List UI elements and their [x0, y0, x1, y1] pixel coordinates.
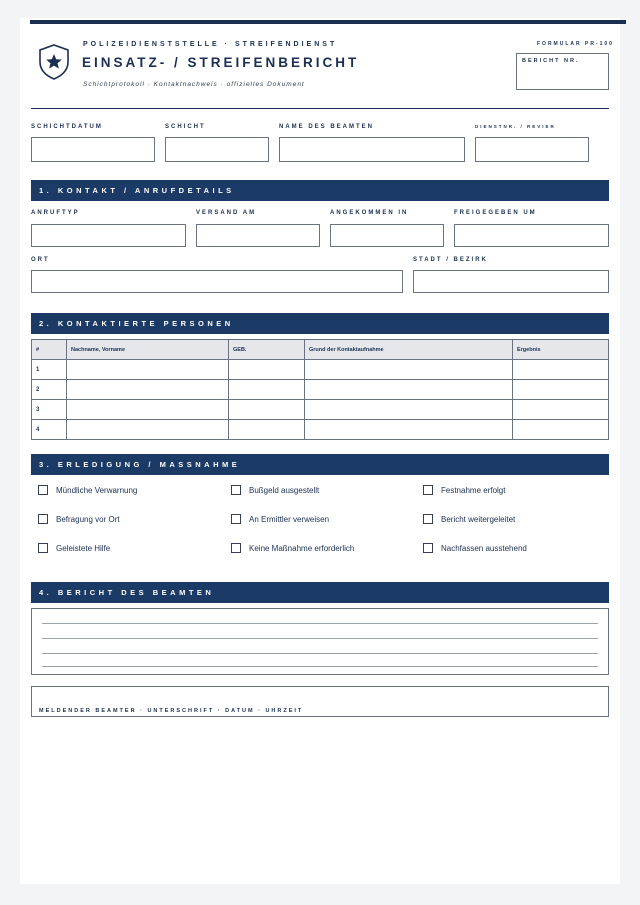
- call-type-label: ANRUFTYP: [31, 210, 80, 216]
- result-cell[interactable]: [513, 400, 609, 420]
- option-report-forwarded[interactable]: [423, 514, 515, 524]
- badge-number-label: DIENSTNR. / REVIER: [475, 124, 556, 129]
- narrative-line: [42, 623, 598, 624]
- result-cell[interactable]: [513, 420, 609, 440]
- city-label: STADT / BEZIRK: [413, 257, 488, 263]
- top-accent-bar: [30, 20, 626, 24]
- section-1-header: 1. KONTAKT / ANRUFDETAILS: [31, 180, 609, 201]
- persons-table: [31, 339, 609, 440]
- shift-date-label: SCHICHTDATUM: [31, 124, 103, 130]
- officer-name-label: NAME DES BEAMTEN: [279, 124, 375, 130]
- location-label: ORT: [31, 257, 50, 263]
- option-label: Befragung vor Ort: [56, 514, 120, 524]
- table-row: [32, 400, 609, 420]
- report-number-field[interactable]: [516, 53, 609, 90]
- name-cell[interactable]: [67, 380, 229, 400]
- row-number: 2: [32, 380, 67, 400]
- option-assistance-rendered[interactable]: [38, 543, 110, 553]
- report-number-label: BERICHT NR.: [522, 58, 580, 64]
- cleared-label: FREIGEGEBEN UM: [454, 210, 537, 216]
- checkbox[interactable]: [231, 485, 241, 495]
- shift-date-field[interactable]: [31, 137, 155, 162]
- option-follow-up-pending[interactable]: [423, 543, 527, 553]
- cleared-field[interactable]: [454, 224, 609, 247]
- narrative-line: [42, 638, 598, 639]
- checkbox[interactable]: [423, 543, 433, 553]
- table-row: [32, 420, 609, 440]
- option-field-interview[interactable]: [38, 514, 120, 524]
- agency-name: POLIZEIDIENSTSTELLE · STREIFENDIENST: [83, 41, 338, 48]
- checkbox[interactable]: [231, 514, 241, 524]
- birthdate-cell[interactable]: [229, 360, 305, 380]
- birthdate-cell[interactable]: [229, 420, 305, 440]
- call-type-field[interactable]: [31, 224, 186, 247]
- page-title: EINSATZ- / STREIFENBERICHT: [82, 55, 360, 70]
- column-header-name: Nachname, Vorname: [67, 340, 229, 360]
- name-cell[interactable]: [67, 400, 229, 420]
- result-cell[interactable]: [513, 380, 609, 400]
- row-number: 3: [32, 400, 67, 420]
- birthdate-cell[interactable]: [229, 380, 305, 400]
- reason-cell[interactable]: [305, 400, 513, 420]
- badge-number-field[interactable]: [475, 137, 589, 162]
- checkbox[interactable]: [423, 514, 433, 524]
- narrative-line: [42, 666, 598, 667]
- dispatched-field[interactable]: [196, 224, 320, 247]
- persons-table-header: [32, 340, 609, 360]
- narrative-area[interactable]: [31, 608, 609, 675]
- section-3-header: 3. ERLEDIGUNG / MASSNAHME: [31, 454, 609, 475]
- location-field[interactable]: [31, 270, 403, 293]
- option-no-action[interactable]: [231, 543, 354, 553]
- option-verbal-warning[interactable]: [38, 485, 137, 495]
- section-2-header: 2. KONTAKTIERTE PERSONEN: [31, 313, 609, 334]
- row-number: 4: [32, 420, 67, 440]
- option-label: Mündliche Verwarnung: [56, 485, 138, 495]
- name-cell[interactable]: [67, 360, 229, 380]
- table-row: [32, 360, 609, 380]
- checkbox[interactable]: [231, 543, 241, 553]
- checkbox[interactable]: [423, 485, 433, 495]
- option-refer-investigator[interactable]: [231, 514, 329, 524]
- column-header-birthdate: GEB.: [229, 340, 305, 360]
- checkbox[interactable]: [38, 514, 48, 524]
- signature-label: MELDENDER BEAMTER · UNTERSCHRIFT · DATUM · UHRZEIT: [39, 708, 304, 714]
- name-cell[interactable]: [67, 420, 229, 440]
- section-4-header: 4. BERICHT DES BEAMTEN: [31, 582, 609, 603]
- column-header-number: #: [32, 340, 67, 360]
- checkbox[interactable]: [38, 485, 48, 495]
- reason-cell[interactable]: [305, 420, 513, 440]
- header-divider: [31, 108, 609, 109]
- option-label: Bußgeld ausgestellt: [249, 485, 320, 495]
- birthdate-cell[interactable]: [229, 400, 305, 420]
- arrived-field[interactable]: [330, 224, 444, 247]
- option-fine-issued[interactable]: [231, 485, 319, 495]
- shield-star-icon: [38, 44, 70, 80]
- form-page: [20, 18, 620, 884]
- form-code: FORMULAR PR-100: [537, 41, 614, 47]
- reason-cell[interactable]: [305, 360, 513, 380]
- column-header-reason: Grund der Kontaktaufnahme: [305, 340, 513, 360]
- checkbox[interactable]: [38, 543, 48, 553]
- arrived-label: ANGEKOMMEN IN: [330, 210, 409, 216]
- narrative-line: [42, 653, 598, 654]
- option-label: Geleistete Hilfe: [56, 543, 111, 553]
- column-header-result: Ergebnis: [513, 340, 609, 360]
- dispatched-label: VERSAND AM: [196, 210, 257, 216]
- option-label: Festnahme erfolgt: [441, 485, 506, 495]
- shift-label: SCHICHT: [165, 124, 206, 130]
- option-label: Keine Maßnahme erforderlich: [249, 543, 355, 553]
- table-row: [32, 380, 609, 400]
- signature-field[interactable]: [31, 686, 609, 717]
- shift-field[interactable]: [165, 137, 269, 162]
- page-subtitle: Schichtprotokoll · Kontaktnachweis · offizielles Dokument: [83, 81, 305, 88]
- city-field[interactable]: [413, 270, 609, 293]
- result-cell[interactable]: [513, 360, 609, 380]
- option-arrest-made[interactable]: [423, 485, 505, 495]
- row-number: 1: [32, 360, 67, 380]
- option-label: Bericht weitergeleitet: [441, 514, 516, 524]
- option-label: An Ermittler verweisen: [249, 514, 330, 524]
- option-label: Nachfassen ausstehend: [441, 543, 527, 553]
- officer-name-field[interactable]: [279, 137, 465, 162]
- reason-cell[interactable]: [305, 380, 513, 400]
